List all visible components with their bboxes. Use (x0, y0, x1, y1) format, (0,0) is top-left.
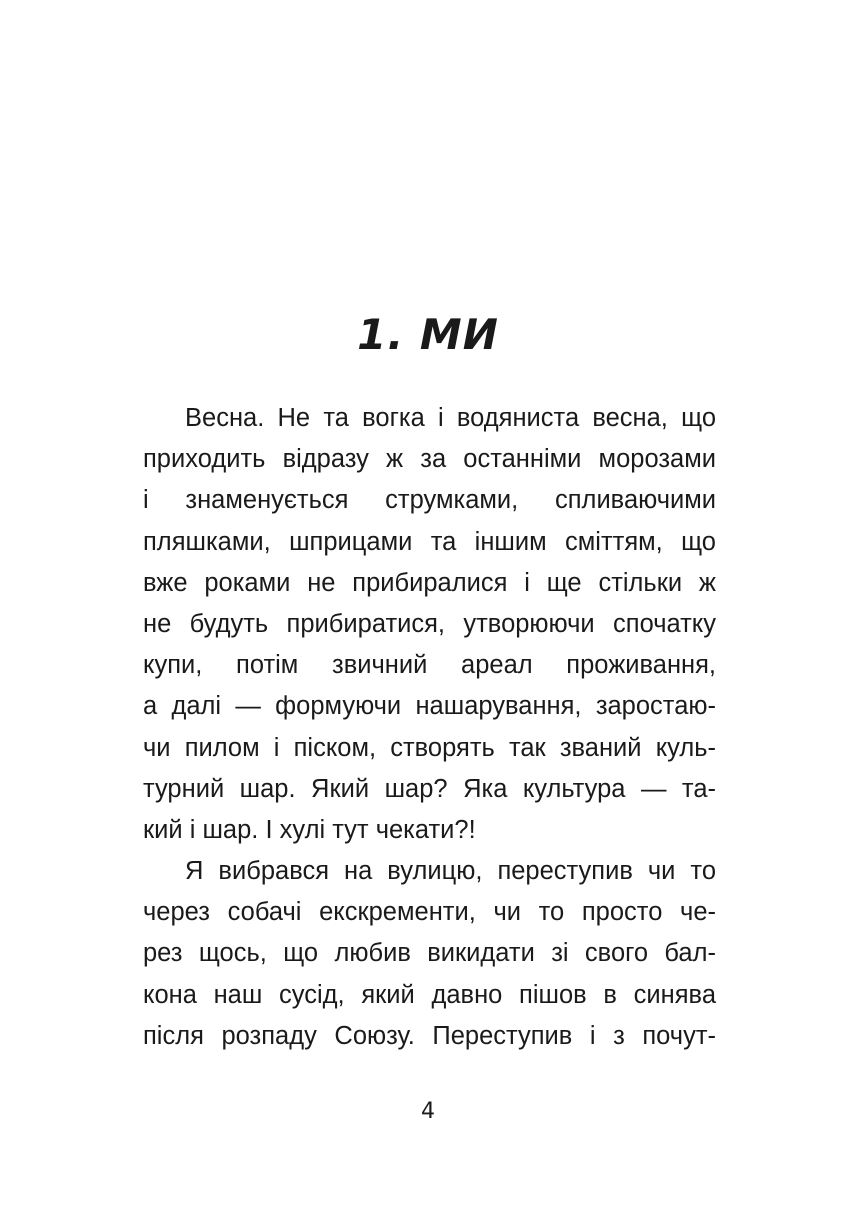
page-number: 4 (421, 1099, 435, 1124)
text-line: купи, потім звичний ареал проживання, (143, 651, 716, 680)
text-line: після розпаду Союзу. Переступив і з почут- (143, 1021, 716, 1050)
text-line: через собачі екскременти, чи то просто че- (143, 898, 716, 927)
text-line: приходить відразу ж за останніми морозами (143, 445, 716, 474)
text-line: а далі — формуючи нашарування, заростаю- (143, 692, 716, 721)
text-line: не будуть прибиратися, утворюючи спочатку (143, 609, 716, 638)
chapter-body (143, 398, 716, 1057)
text-line: пляшками, шприцами та іншим сміттям, що (143, 527, 716, 556)
text-line: і знаменується струмками, спливаючими (143, 486, 716, 515)
chapter-title: 1. МИ (357, 310, 499, 359)
text-line: рез щось, що любив викидати зі свого бал- (143, 939, 716, 968)
text-line: кий і шар. І хулі тут чекати?! (143, 815, 476, 844)
text-line: чи пилом і піском, створять так званий куль- (143, 733, 716, 762)
text-line: Весна. Не та вогка і водяниста весна, що (185, 404, 716, 432)
text-line: вже роками не прибиралися і ще стільки ж (143, 568, 716, 597)
text-line: турний шар. Який шар? Яка культура — та- (143, 774, 716, 803)
text-line: Я вибрався на вулицю, переступив чи то (185, 857, 716, 886)
text-line: кона наш сусід, який давно пішов в синява (143, 980, 716, 1009)
